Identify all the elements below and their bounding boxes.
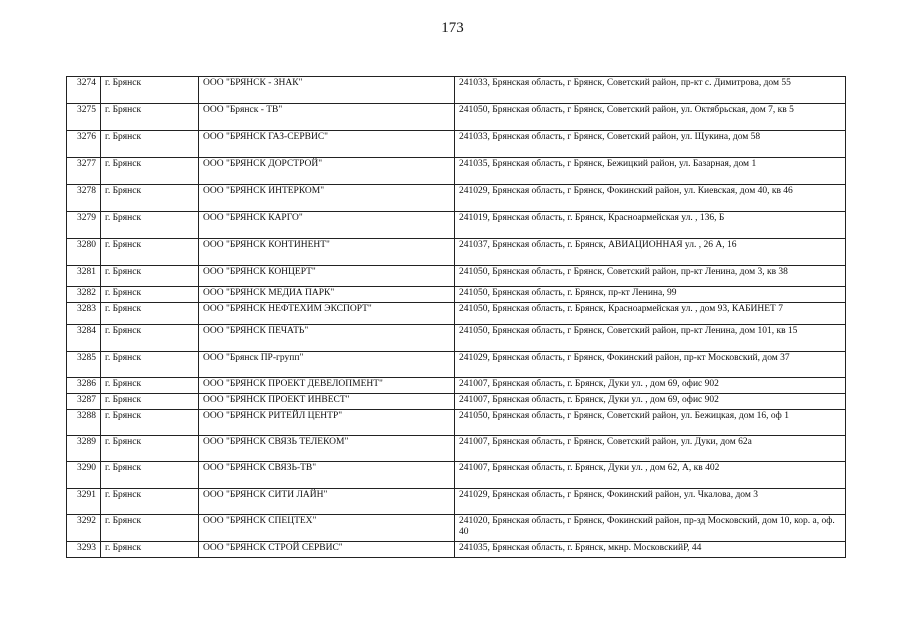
table-row	[67, 410, 846, 436]
organization-cell: ООО "БРЯНСК КАРГО"	[199, 212, 455, 239]
address-cell: 241019, Брянская область, г. Брянск, Красноармейская ул. , 136, Б	[455, 212, 846, 239]
table-row	[67, 515, 846, 542]
table-row	[67, 303, 846, 325]
organization-cell: ООО "БРЯНСК СВЯЗЬ ТЕЛЕКОМ"	[199, 436, 455, 462]
row-number-cell: 3292	[67, 515, 101, 542]
table-row	[67, 436, 846, 462]
address-cell: 241050, Брянская область, г. Брянск, пр-кт Ленина, 99	[455, 287, 846, 303]
city-cell: г. Брянск	[101, 436, 199, 462]
organization-cell: ООО "БРЯНСК СВЯЗЬ-ТВ"	[199, 462, 455, 489]
organization-cell: ООО "БРЯНСК МЕДИА ПАРК"	[199, 287, 455, 303]
address-cell: 241035, Брянская область, г. Брянск, мкнр. МосковскийР, 44	[455, 542, 846, 558]
table-row	[67, 77, 846, 104]
row-number-cell: 3278	[67, 185, 101, 212]
row-number-cell: 3282	[67, 287, 101, 303]
organization-cell: ООО "БРЯНСК СПЕЦТЕХ"	[199, 515, 455, 542]
table-row	[67, 378, 846, 394]
city-cell: г. Брянск	[101, 104, 199, 131]
organization-cell: ООО "БРЯНСК СТРОЙ СЕРВИС"	[199, 542, 455, 558]
city-cell: г. Брянск	[101, 77, 199, 104]
organization-cell: ООО "БРЯНСК ДОРСТРОЙ"	[199, 158, 455, 185]
row-number-cell: 3283	[67, 303, 101, 325]
city-cell: г. Брянск	[101, 239, 199, 266]
organization-cell: ООО "БРЯНСК СИТИ ЛАЙН"	[199, 489, 455, 515]
city-cell: г. Брянск	[101, 212, 199, 239]
row-number-cell: 3288	[67, 410, 101, 436]
table-row	[67, 212, 846, 239]
address-cell: 241020, Брянская область, г Брянск, Фокинский район, пр-зд Московский, дом 10, кор. а, оф. 40	[455, 515, 846, 542]
row-number-cell: 3291	[67, 489, 101, 515]
address-cell: 241050, Брянская область, г. Брянск, Красноармейская ул. , дом 93, КАБИНЕТ 7	[455, 303, 846, 325]
row-number-cell: 3284	[67, 325, 101, 352]
city-cell: г. Брянск	[101, 410, 199, 436]
row-number-cell: 3290	[67, 462, 101, 489]
organization-cell: ООО "БРЯНСК ИНТЕРКОМ"	[199, 185, 455, 212]
table-row	[67, 131, 846, 158]
address-cell: 241033, Брянская область, г Брянск, Советский район, ул. Щукина, дом 58	[455, 131, 846, 158]
table-row	[67, 394, 846, 410]
address-cell: 241037, Брянская область, г. Брянск, АВИАЦИОННАЯ ул. , 26 А, 16	[455, 239, 846, 266]
row-number-cell: 3286	[67, 378, 101, 394]
registry-table-body	[67, 77, 846, 558]
address-cell: 241050, Брянская область, г Брянск, Советский район, ул. Бежицкая, дом 16, оф 1	[455, 410, 846, 436]
address-cell: 241007, Брянская область, г Брянск, Советский район, ул. Дуки, дом 62а	[455, 436, 846, 462]
city-cell: г. Брянск	[101, 462, 199, 489]
city-cell: г. Брянск	[101, 185, 199, 212]
table-row	[67, 185, 846, 212]
table-row	[67, 104, 846, 131]
table-row	[67, 266, 846, 287]
address-cell: 241007, Брянская область, г. Брянск, Дуки ул. , дом 69, офис 902	[455, 394, 846, 410]
city-cell: г. Брянск	[101, 378, 199, 394]
address-cell: 241029, Брянская область, г Брянск, Фокинский район, ул. Киевская, дом 40, кв 46	[455, 185, 846, 212]
row-number-cell: 3293	[67, 542, 101, 558]
city-cell: г. Брянск	[101, 303, 199, 325]
address-cell: 241033, Брянская область, г Брянск, Советский район, пр-кт с. Димитрова, дом 55	[455, 77, 846, 104]
address-cell: 241029, Брянская область, г Брянск, Фокинский район, пр-кт Московский, дом 37	[455, 352, 846, 378]
row-number-cell: 3287	[67, 394, 101, 410]
city-cell: г. Брянск	[101, 131, 199, 158]
address-cell: 241007, Брянская область, г. Брянск, Дуки ул. , дом 69, офис 902	[455, 378, 846, 394]
organization-cell: ООО "БРЯНСК ГАЗ-СЕРВИС"	[199, 131, 455, 158]
table-row	[67, 325, 846, 352]
organization-cell: ООО "БРЯНСК ПЕЧАТЬ"	[199, 325, 455, 352]
city-cell: г. Брянск	[101, 489, 199, 515]
address-cell: 241035, Брянская область, г Брянск, Бежицкий район, ул. Базарная, дом 1	[455, 158, 846, 185]
row-number-cell: 3279	[67, 212, 101, 239]
row-number-cell: 3281	[67, 266, 101, 287]
city-cell: г. Брянск	[101, 352, 199, 378]
organization-cell: ООО "БРЯНСК КОНТИНЕНТ"	[199, 239, 455, 266]
organization-cell: ООО "БРЯНСК НЕФТЕХИМ ЭКСПОРТ"	[199, 303, 455, 325]
address-cell: 241050, Брянская область, г Брянск, Советский район, ул. Октябрьская, дом 7, кв 5	[455, 104, 846, 131]
organization-cell: ООО "Брянск - ТВ"	[199, 104, 455, 131]
row-number-cell: 3285	[67, 352, 101, 378]
address-cell: 241050, Брянская область, г Брянск, Советский район, пр-кт Ленина, дом 101, кв 15	[455, 325, 846, 352]
city-cell: г. Брянск	[101, 515, 199, 542]
table-row	[67, 462, 846, 489]
row-number-cell: 3276	[67, 131, 101, 158]
row-number-cell: 3275	[67, 104, 101, 131]
table-row	[67, 489, 846, 515]
organization-cell: ООО "БРЯНСК ПРОЕКТ ДЕВЕЛОПМЕНТ"	[199, 378, 455, 394]
address-cell: 241029, Брянская область, г Брянск, Фокинский район, ул. Чкалова, дом 3	[455, 489, 846, 515]
city-cell: г. Брянск	[101, 394, 199, 410]
city-cell: г. Брянск	[101, 325, 199, 352]
row-number-cell: 3289	[67, 436, 101, 462]
organization-cell: ООО "БРЯНСК - ЗНАК"	[199, 77, 455, 104]
city-cell: г. Брянск	[101, 158, 199, 185]
city-cell: г. Брянск	[101, 266, 199, 287]
row-number-cell: 3280	[67, 239, 101, 266]
page-number: 173	[441, 20, 464, 36]
table-row	[67, 287, 846, 303]
table-row	[67, 352, 846, 378]
table-row	[67, 239, 846, 266]
table-row	[67, 542, 846, 558]
organization-cell: ООО "Брянск ПР-групп"	[199, 352, 455, 378]
registry-table	[66, 76, 846, 558]
city-cell: г. Брянск	[101, 287, 199, 303]
row-number-cell: 3277	[67, 158, 101, 185]
address-cell: 241007, Брянская область, г. Брянск, Дуки ул. , дом 62, А, кв 402	[455, 462, 846, 489]
row-number-cell: 3274	[67, 77, 101, 104]
address-cell: 241050, Брянская область, г Брянск, Советский район, пр-кт Ленина, дом 3, кв 38	[455, 266, 846, 287]
organization-cell: ООО "БРЯНСК КОНЦЕРТ"	[199, 266, 455, 287]
organization-cell: ООО "БРЯНСК РИТЕЙЛ ЦЕНТР"	[199, 410, 455, 436]
table-row	[67, 158, 846, 185]
organization-cell: ООО "БРЯНСК ПРОЕКТ ИНВЕСТ"	[199, 394, 455, 410]
city-cell: г. Брянск	[101, 542, 199, 558]
